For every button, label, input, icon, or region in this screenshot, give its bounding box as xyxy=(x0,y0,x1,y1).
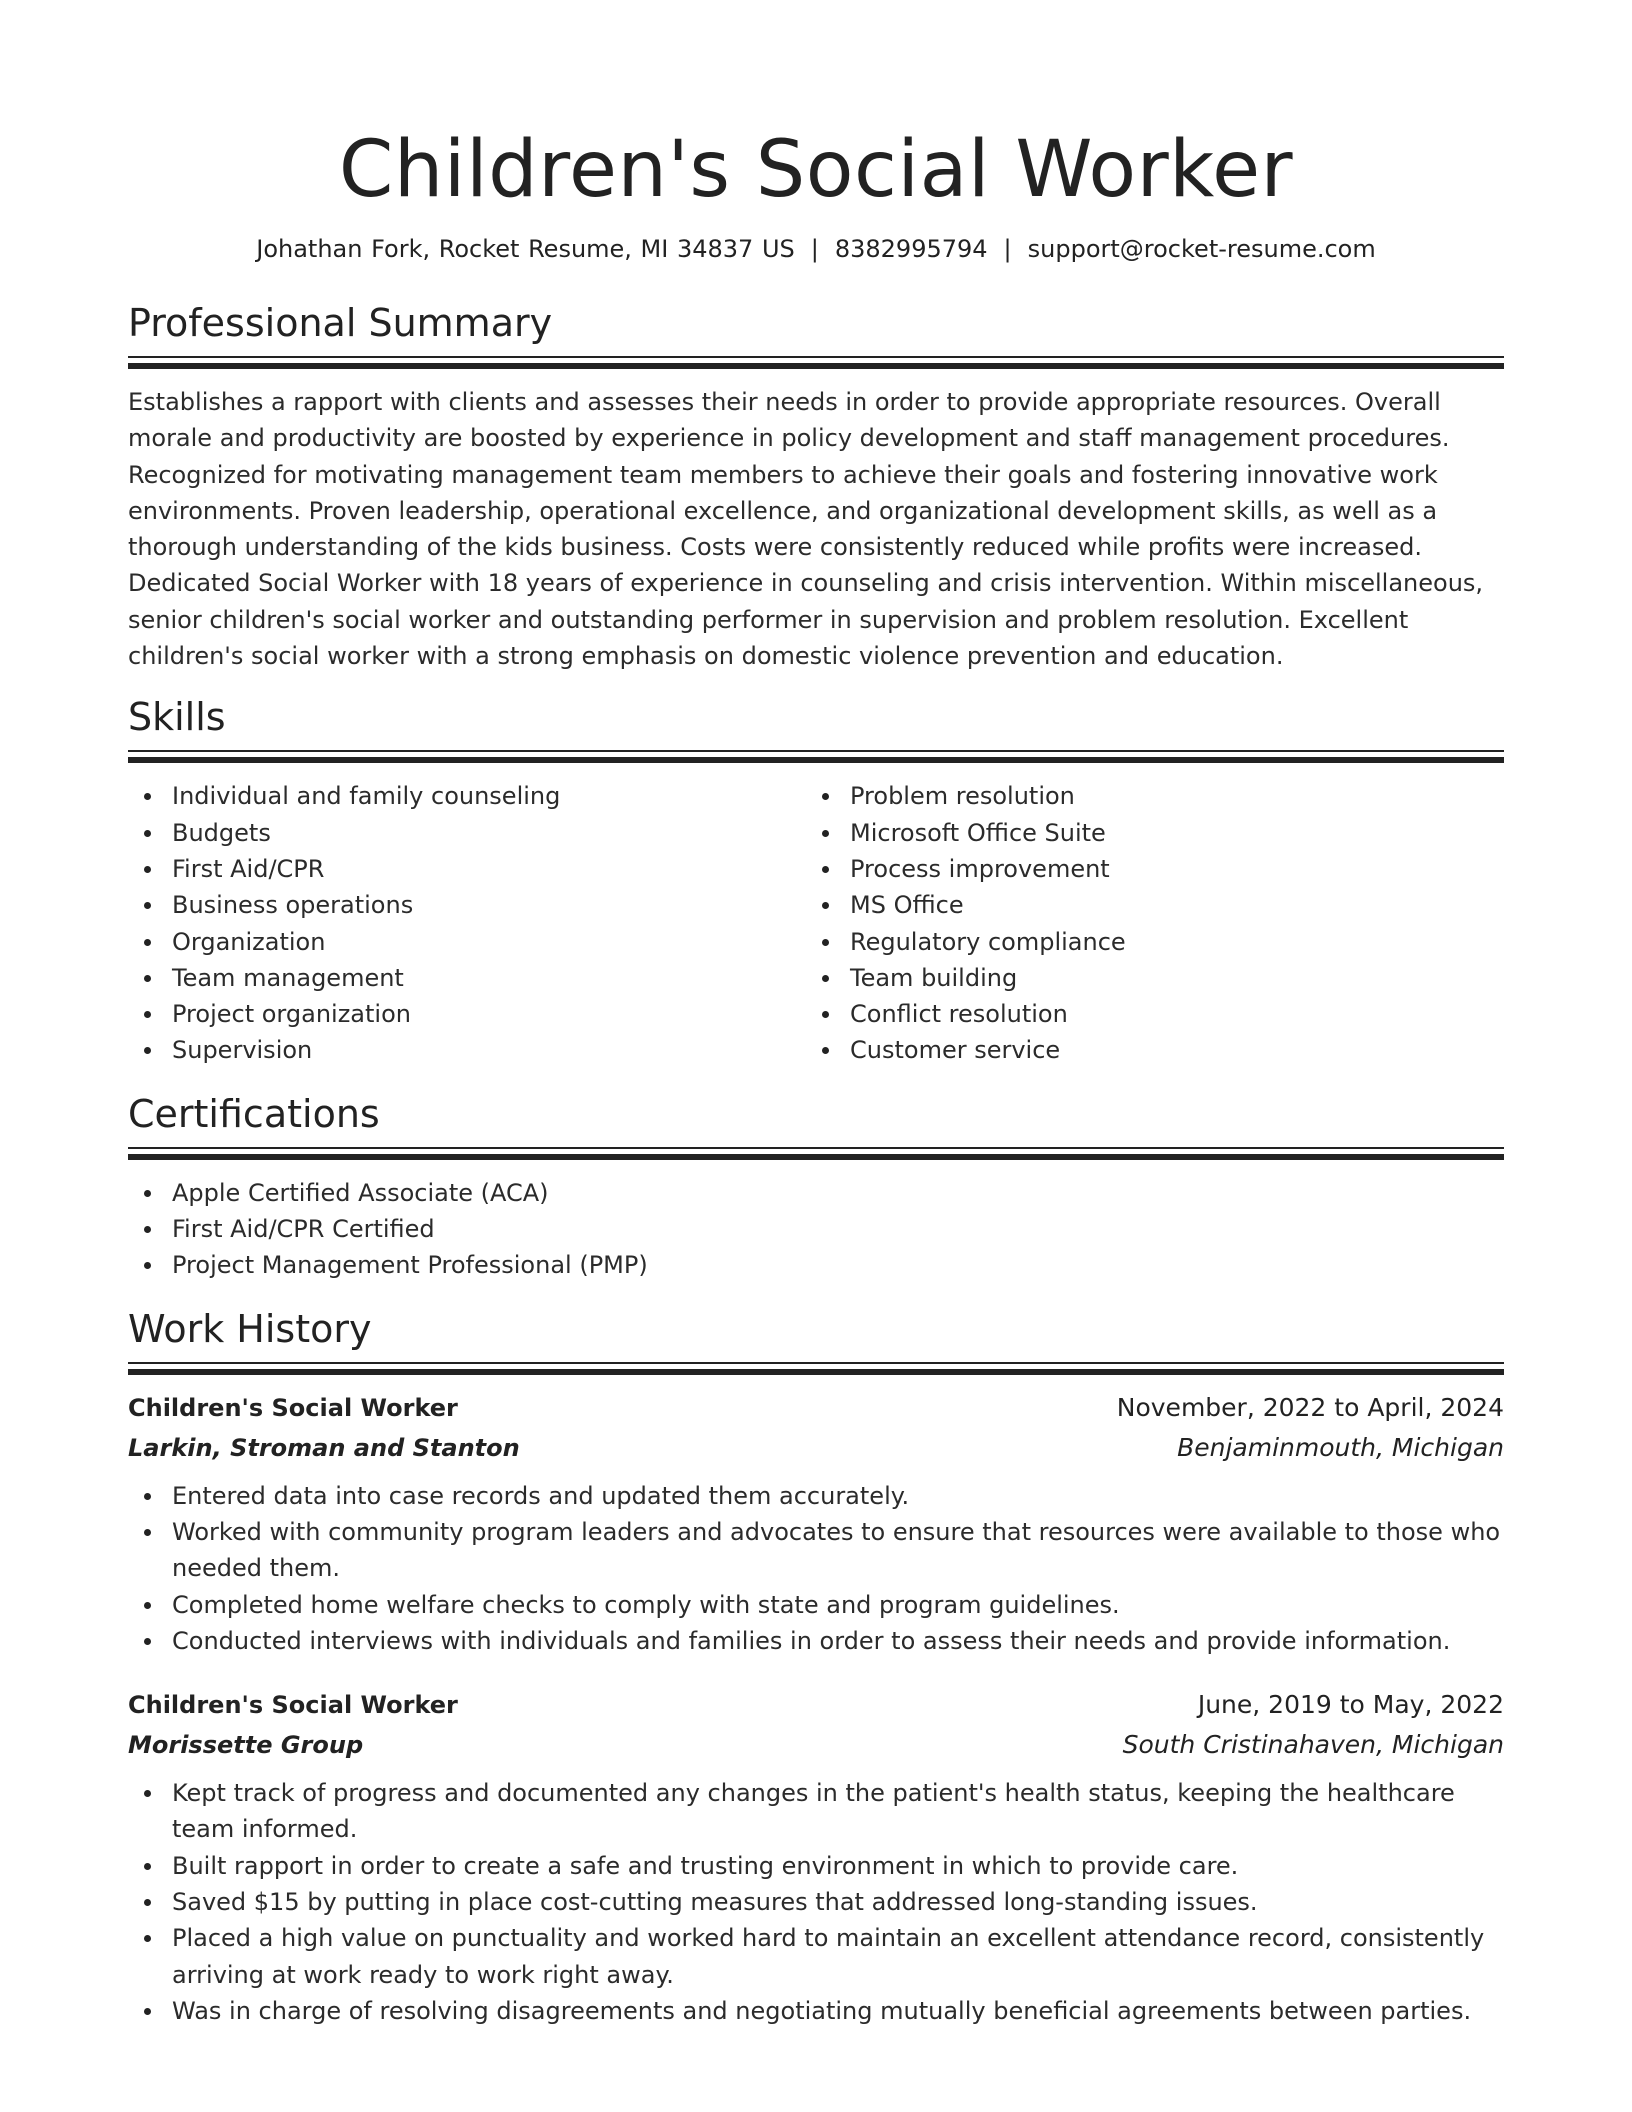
job-bullets xyxy=(128,1775,1504,2029)
certifications-heading: Certifications xyxy=(128,1091,380,1136)
job-location: Benjaminmouth, Michigan xyxy=(1177,1432,1504,1462)
skill-item: Problem resolution xyxy=(850,778,1484,814)
job-bullet: Saved $15 by putting in place cost-cutting measures that addressed long-standing issues. xyxy=(172,1884,1504,1920)
job-company: Morissette Group xyxy=(128,1731,364,1760)
job-bullet: Placed a high value on punctuality and worked hard to maintain an excellent attendance record, consistently arriving at work ready to work right away. xyxy=(172,1920,1504,1993)
skill-item: MS Office xyxy=(850,887,1484,923)
contact-separator: | xyxy=(810,235,819,263)
certifications-list xyxy=(128,1175,1504,1284)
skill-item: Process improvement xyxy=(850,851,1484,887)
contact-separator: | xyxy=(1003,235,1012,263)
skills-column-right xyxy=(806,778,1484,1068)
section-divider xyxy=(128,356,1504,370)
job-header xyxy=(128,1388,1504,1428)
job-company: Larkin, Stroman and Stanton xyxy=(128,1433,520,1462)
job-bullet: Built rapport in order to create a safe and trusting environment in which to provide care. xyxy=(172,1848,1504,1884)
job-entry xyxy=(128,1685,1504,2029)
skill-item: Customer service xyxy=(850,1032,1484,1068)
skill-item: First Aid/CPR xyxy=(172,851,806,887)
skills-grid xyxy=(128,778,1504,1068)
skill-item: Individual and family counseling xyxy=(172,778,806,814)
section-divider xyxy=(128,1362,1504,1376)
job-bullet: Entered data into case records and updated them accurately. xyxy=(172,1478,1504,1514)
summary-text: Establishes a rapport with clients and assesses their needs in order to provide appropriate resources. Overall morale and productivity are boosted by experience in policy development and staff management procedures. Recognized for motivating management team members to achieve their goals and fostering innovative work environments. Proven leadership, operational excellence, and organizational development skills, as well as a thorough understanding of the kids business. Costs were consistently reduced while profits were increased. Dedicated Social Worker with 18 years of experience in counseling and crisis intervention. Within miscellaneous, senior children's social worker and outstanding performer in supervision and problem resolution. Excellent children's social worker with a strong emphasis on domestic violence prevention and education. xyxy=(128,388,1484,671)
certification-item: First Aid/CPR Certified xyxy=(172,1211,1504,1247)
certifications-section xyxy=(128,1091,1504,1284)
job-bullet: Was in charge of resolving disagreements and negotiating mutually beneficial agreements between parties. xyxy=(172,1993,1504,2029)
skills-column-left xyxy=(128,778,806,1068)
resume-page xyxy=(128,0,1504,2029)
job-subheader xyxy=(128,1725,1504,1765)
resume-title: Children's Social Worker xyxy=(338,125,1294,215)
skills-list-right xyxy=(806,778,1484,1068)
skill-item: Budgets xyxy=(172,815,806,851)
job-header xyxy=(128,1685,1504,1725)
skill-item: Organization xyxy=(172,924,806,960)
contact-address: Johathan Fork, Rocket Resume, MI 34837 US xyxy=(256,235,795,263)
work-history-heading: Work History xyxy=(128,1306,372,1351)
skill-item: Supervision xyxy=(172,1032,806,1068)
job-dates: November, 2022 to April, 2024 xyxy=(1116,1392,1504,1422)
skill-item: Conflict resolution xyxy=(850,996,1484,1032)
skills-section xyxy=(128,694,1504,1068)
skill-item: Project organization xyxy=(172,996,806,1032)
skill-item: Team management xyxy=(172,960,806,996)
skill-item: Business operations xyxy=(172,887,806,923)
skills-list-left xyxy=(128,778,806,1068)
skills-heading: Skills xyxy=(128,695,226,740)
skill-item: Team building xyxy=(850,960,1484,996)
job-bullet: Conducted interviews with individuals and families in order to assess their needs and provide information. xyxy=(172,1623,1504,1659)
job-bullet: Completed home welfare checks to comply with state and program guidelines. xyxy=(172,1587,1504,1623)
job-bullet: Kept track of progress and documented any changes in the patient's health status, keeping the healthcare team informed. xyxy=(172,1775,1504,1848)
job-location: South Cristinahaven, Michigan xyxy=(1122,1730,1504,1760)
certification-item: Apple Certified Associate (ACA) xyxy=(172,1175,1504,1211)
skill-item: Microsoft Office Suite xyxy=(850,815,1484,851)
job-subheader xyxy=(128,1428,1504,1468)
job-bullet: Worked with community program leaders and advocates to ensure that resources were available to those who needed them. xyxy=(172,1514,1504,1587)
summary-section xyxy=(128,300,1504,674)
job-title: Children's Social Worker xyxy=(128,1393,458,1422)
contact-email: support@rocket-resume.com xyxy=(1027,235,1376,263)
skill-item: Regulatory compliance xyxy=(850,924,1484,960)
job-title: Children's Social Worker xyxy=(128,1691,458,1720)
job-bullets xyxy=(128,1478,1504,1659)
section-divider xyxy=(128,750,1504,764)
section-divider xyxy=(128,1147,1504,1161)
summary-heading: Professional Summary xyxy=(128,301,553,345)
contact-phone: 8382995794 xyxy=(834,235,988,263)
contact-line xyxy=(128,234,1504,264)
work-history-section xyxy=(128,1306,1504,2030)
certification-item: Project Management Professional (PMP) xyxy=(172,1247,1504,1283)
job-dates: June, 2019 to May, 2022 xyxy=(1197,1690,1504,1720)
job-entry xyxy=(128,1388,1504,1659)
